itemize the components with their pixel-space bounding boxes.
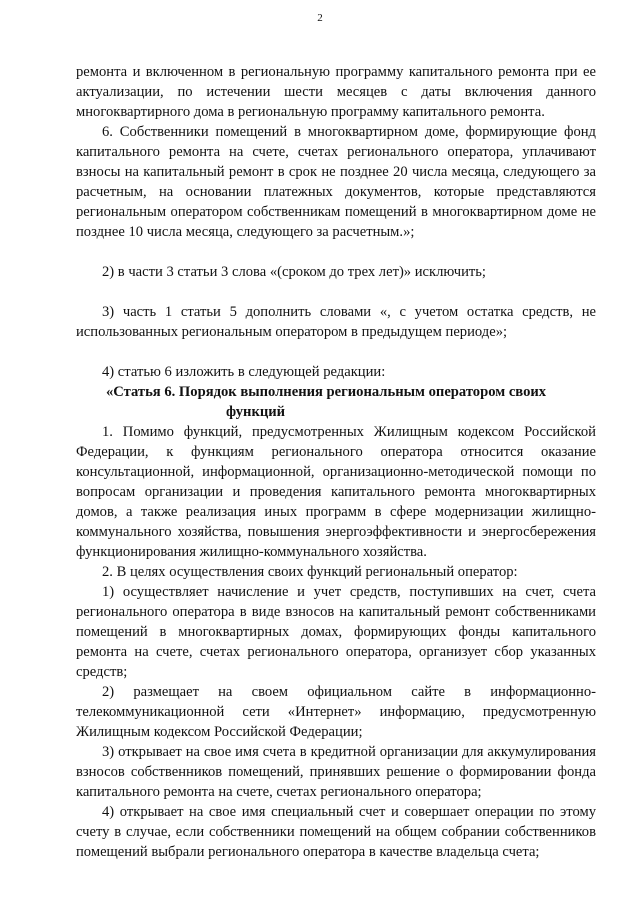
article-heading <box>76 382 596 422</box>
paragraph-continuation: ремонта и включенном в региональную программу капитального ремонта при ее актуализации, по истечении шести месяцев с даты включения данного многоквартирного дома в региональную программу капитального ремонта. <box>76 64 596 120</box>
paragraph-article-part-1: 1. Помимо функций, предусмотренных Жилищным кодексом Российской Федерации, к функциям регионального оператора относится оказание консультационной, информационной, организационно-методической помощи по вопросам организации и проведения капитального ремонта многоквартирных домов, а также реализация иных программ в сфере модернизации жилищно-коммунального хозяйства, повышения энергоэффективности и энергосбережения функционирования жилищно-коммунального хозяйства. <box>76 424 596 560</box>
paragraph-amendment-2: 2) в части 3 статьи 3 слова «(сроком до трех лет)» исключить; <box>102 264 486 280</box>
paragraph-item-3: 3) открывает на свое имя счета в кредитной организации для аккумулирования взносов собственников помещений, принявших решение о формировании фонда капитального ремонта на счете, счетах регионального оператора; <box>76 744 596 800</box>
paragraph-amendment-3: 3) часть 1 статьи 5 дополнить словами «, с учетом остатка средств, не использованных региональным оператором в предыдущем периоде»; <box>76 304 596 340</box>
paragraph-article-part-2: 2. В целях осуществления своих функций региональный оператор: <box>102 564 518 580</box>
spacer <box>76 342 596 362</box>
document-body <box>76 62 596 862</box>
paragraph-clause-6: 6. Собственники помещений в многоквартирном доме, формирующие фонд капитального ремонта на счете, счетах регионального оператора, уплачивают взносы на капитальный ремонт в срок не позднее 20 числа месяца, следующего за расчетным, на основании платежных документов, которые представляются региональным оператором собственникам помещений в многоквартирном доме не позднее 10 числа месяца, следующего за расчетным.»; <box>76 124 596 240</box>
paragraph-item-2: 2) размещает на своем официальном сайте в информационно-телекоммуникационной сети «Интернет» информацию, предусмотренную Жилищным кодексом Российской Федерации; <box>76 684 596 740</box>
spacer <box>76 282 596 302</box>
article-heading-line1: «Статья 6. Порядок выполнения региональным оператором своих <box>106 384 547 400</box>
paragraph-amendment-4: 4) статью 6 изложить в следующей редакции: <box>102 364 386 380</box>
article-heading-line2: функций <box>226 404 286 420</box>
spacer <box>76 242 596 262</box>
paragraph-item-4: 4) открывает на свое имя специальный счет и совершает операции по этому счету в случае, если собственники помещений на общем собрании собственников помещений выбрали регионального оператора в качестве владельца счета; <box>76 804 596 860</box>
paragraph-item-1: 1) осуществляет начисление и учет средств, поступивших на счет, счета регионального оператора в виде взносов на капитальный ремонт собственниками помещений в многоквартирных домах, формирующих фонды капитального ремонта на счете, счетах регионального оператора, организует сбор указанных средств; <box>76 584 596 680</box>
page-number: 2 <box>317 12 323 24</box>
